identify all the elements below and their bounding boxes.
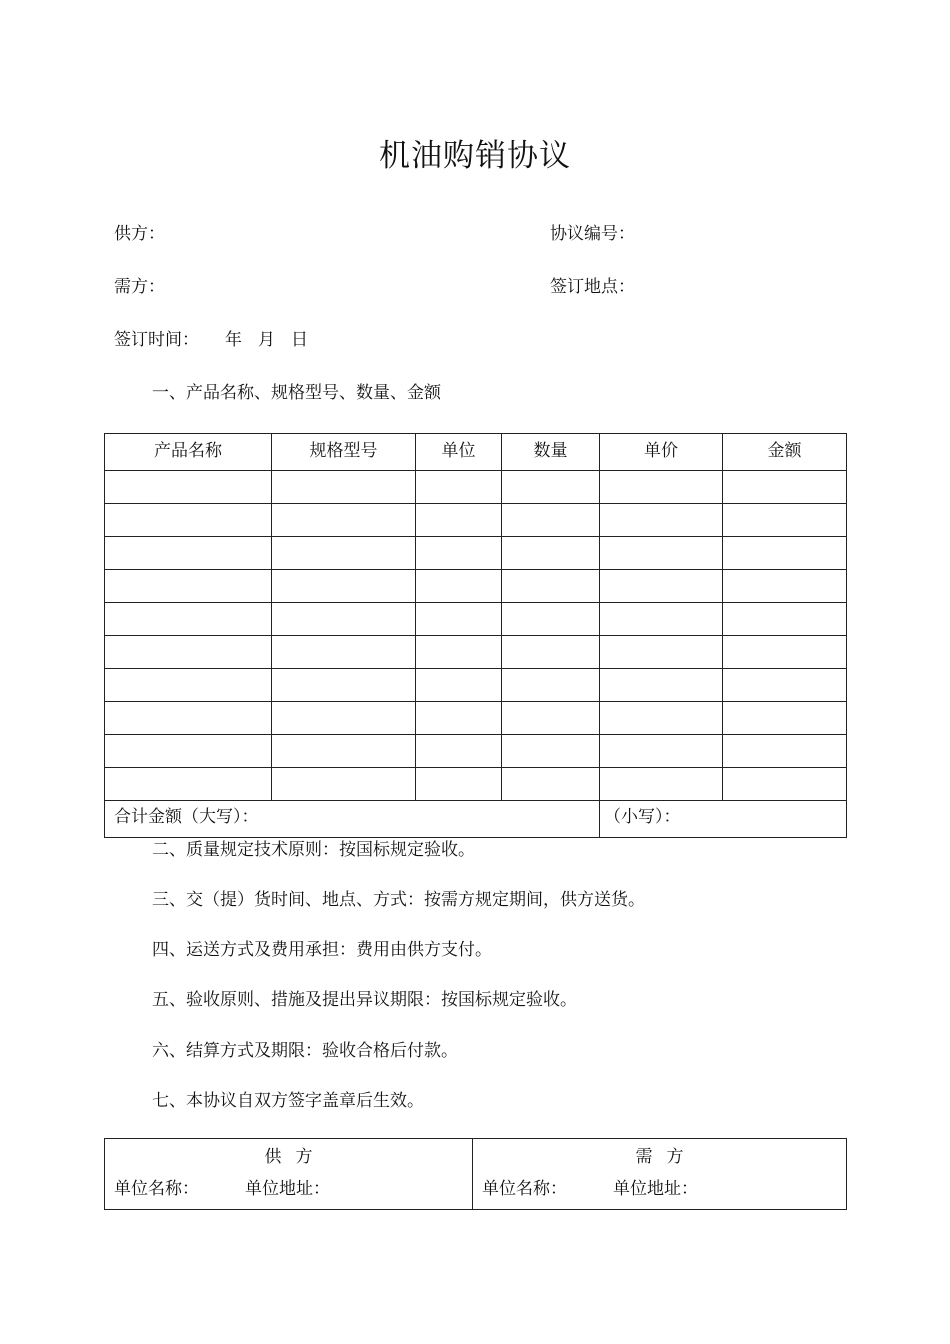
table-cell: [502, 735, 600, 768]
table-cell: [600, 603, 723, 636]
table-row: [105, 768, 847, 801]
table-cell: [502, 471, 600, 504]
table-cell: [105, 636, 272, 669]
sign-place-label: 签订地点：: [550, 277, 635, 297]
sign-month: 月: [258, 330, 275, 350]
table-cell: [723, 702, 847, 735]
table-cell: [105, 702, 272, 735]
table-cell: [600, 669, 723, 702]
table-cell: [272, 537, 416, 570]
clause-4: 四、运送方式及费用承担：费用由供方支付。: [152, 940, 492, 960]
sign-time-label: 签订时间：: [114, 330, 199, 350]
table-cell: [416, 735, 502, 768]
sign-year: 年: [225, 330, 242, 350]
table-cell: [502, 504, 600, 537]
table-cell: [416, 669, 502, 702]
table-cell: [272, 504, 416, 537]
table-row: [105, 735, 847, 768]
table-cell: [105, 669, 272, 702]
table-row: [105, 702, 847, 735]
product-table-header: [105, 434, 847, 471]
clause-6: 六、结算方式及期限：验收合格后付款。: [152, 1041, 458, 1061]
column-header: 产品名称: [105, 434, 272, 471]
table-cell: [600, 537, 723, 570]
table-cell: [723, 504, 847, 537]
table-cell: [272, 471, 416, 504]
buyer-label: 需方：: [114, 277, 165, 297]
table-cell: [105, 504, 272, 537]
column-header: 规格型号: [272, 434, 416, 471]
table-row: [105, 504, 847, 537]
table-cell: [272, 570, 416, 603]
table-cell: [272, 603, 416, 636]
buyer-unit-name-label: 单位名称：: [482, 1179, 567, 1199]
table-cell: [502, 537, 600, 570]
buyer-signature-cell: [473, 1139, 847, 1210]
total-row: [105, 801, 847, 838]
product-table: [104, 433, 847, 838]
table-row: [105, 471, 847, 504]
column-header: 数量: [502, 434, 600, 471]
table-cell: [416, 768, 502, 801]
table-row: [105, 636, 847, 669]
table-cell: [600, 735, 723, 768]
column-header: 金额: [723, 434, 847, 471]
table-cell: [416, 702, 502, 735]
table-cell: [416, 636, 502, 669]
table-cell: [502, 636, 600, 669]
table-cell: [502, 768, 600, 801]
table-cell: [600, 636, 723, 669]
table-cell: [416, 537, 502, 570]
table-cell: [723, 768, 847, 801]
table-cell: [272, 735, 416, 768]
table-row: [105, 570, 847, 603]
supplier-unit-address-label: 单位地址：: [245, 1179, 330, 1199]
supplier-heading: 供方: [264, 1147, 327, 1167]
table-cell: [272, 702, 416, 735]
table-cell: [723, 537, 847, 570]
buyer-heading: 需方: [635, 1147, 698, 1167]
table-row: [105, 669, 847, 702]
page-title: 机油购销协议: [379, 138, 571, 174]
total-upper-label: 合计金额（大写）：: [105, 801, 600, 838]
supplier-label: 供方：: [114, 224, 165, 244]
table-cell: [723, 603, 847, 636]
table-cell: [416, 504, 502, 537]
table-cell: [600, 702, 723, 735]
table-cell: [105, 537, 272, 570]
table-cell: [272, 669, 416, 702]
supplier-unit-name-label: 单位名称：: [114, 1179, 199, 1199]
table-cell: [600, 471, 723, 504]
table-cell: [272, 768, 416, 801]
signature-table: [104, 1138, 847, 1210]
table-cell: [600, 504, 723, 537]
table-cell: [105, 768, 272, 801]
column-header: 单位: [416, 434, 502, 471]
clause-2: 二、质量规定技术原则：按国标规定验收。: [152, 840, 475, 860]
clause-3: 三、交（提）货时间、地点、方式：按需方规定期间，供方送货。: [152, 890, 645, 910]
clause-7: 七、本协议自双方签字盖章后生效。: [152, 1091, 424, 1111]
sign-day: 日: [291, 330, 308, 350]
table-row: [105, 603, 847, 636]
agreement-number-label: 协议编号：: [550, 224, 635, 244]
table-cell: [723, 735, 847, 768]
table-cell: [502, 702, 600, 735]
table-cell: [416, 471, 502, 504]
table-cell: [272, 636, 416, 669]
clause-5: 五、验收原则、措施及提出异议期限：按国标规定验收。: [152, 990, 577, 1010]
buyer-unit-address-label: 单位地址：: [613, 1179, 698, 1199]
table-cell: [502, 669, 600, 702]
table-cell: [105, 570, 272, 603]
table-cell: [600, 768, 723, 801]
table-cell: [600, 570, 723, 603]
total-lower-label: （小写）：: [600, 801, 847, 838]
table-row: [105, 537, 847, 570]
section-1-heading: 一、产品名称、规格型号、数量、金额: [152, 383, 441, 403]
table-cell: [502, 603, 600, 636]
table-cell: [502, 570, 600, 603]
table-cell: [105, 735, 272, 768]
table-cell: [105, 603, 272, 636]
table-cell: [416, 570, 502, 603]
table-cell: [416, 603, 502, 636]
table-cell: [723, 471, 847, 504]
table-cell: [723, 669, 847, 702]
table-cell: [723, 570, 847, 603]
table-cell: [105, 471, 272, 504]
table-cell: [723, 636, 847, 669]
column-header: 单价: [600, 434, 723, 471]
supplier-signature-cell: [105, 1139, 473, 1210]
